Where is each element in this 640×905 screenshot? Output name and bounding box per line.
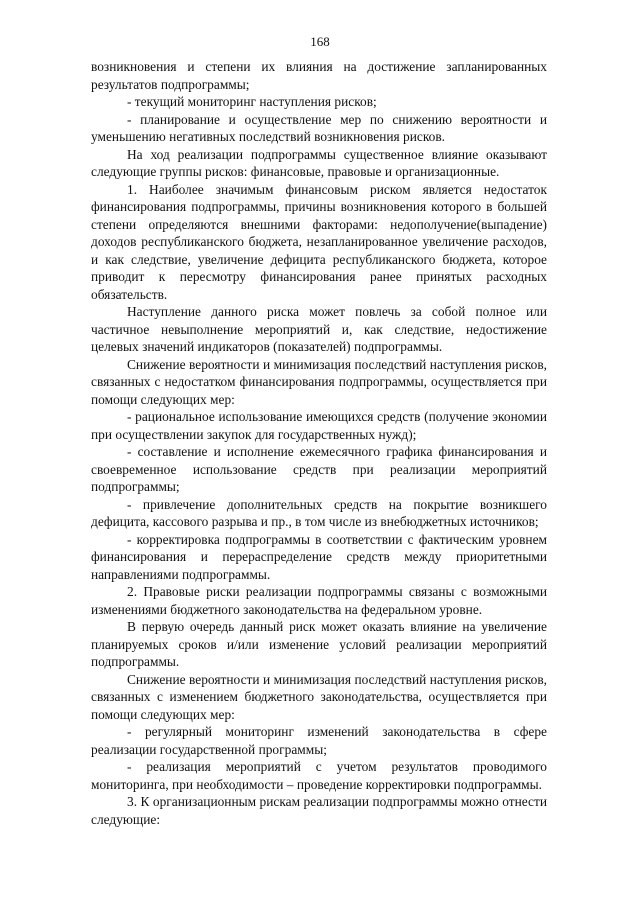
list-item-rational-use-of-funds: - рациональное использование имеющихся средств (получение экономии при осуществлении закупок для государственных нужд); bbox=[91, 409, 547, 442]
paragraph-financial-risk-consequences: Наступление данного риска может повлечь за собой полное или частичное невыполнение мероприятий и, как следствие, недостижение целевых значений индикаторов (показателей) подпрограммы. bbox=[91, 304, 547, 354]
page-number: 168 bbox=[310, 34, 330, 49]
list-item-monitoring-based-implementation: - реализация мероприятий с учетом результатов проводимого мониторинга, при необходимости – проведение корректировки подпрограммы. bbox=[91, 759, 547, 792]
paragraph-financial-risk-measures-intro: Снижение вероятности и минимизация последствий наступления рисков, связанных с недостатком финансирования подпрограммы, осуществляется при помощи следующих мер: bbox=[91, 356, 547, 407]
paragraph-legal-risk-measures-intro: Снижение вероятности и минимизация последствий наступления рисков, связанных с изменением бюджетного законодательства, осуществляется при помощи следующих мер: bbox=[91, 671, 547, 722]
list-item-legislation-monitoring: - регулярный мониторинг изменений законодательства в сфере реализации государственной программы; bbox=[91, 724, 547, 757]
paragraph-legal-risk: 2. Правовые риски реализации подпрограммы связаны с возможными изменениями бюджетного законодательства на федеральном уровне. bbox=[91, 584, 547, 617]
paragraph-risk-groups: На ход реализации подпрограммы существенное влияние оказывают следующие группы рисков: финансовые, правовые и организационные. bbox=[91, 146, 547, 179]
list-item-risk-mitigation-planning: - планирование и осуществление мер по снижению вероятности и уменьшению негативных последствий возникновения рисков. bbox=[91, 111, 547, 144]
paragraph-organizational-risk: 3. К организационным рискам реализации подпрограммы можно отнести следующие: bbox=[91, 794, 547, 827]
paragraph-continuation: возникновения и степени их влияния на достижение запланированных результатов подпрограммы; bbox=[91, 59, 547, 92]
list-item-risk-monitoring: - текущий мониторинг наступления рисков; bbox=[127, 94, 377, 109]
document-body bbox=[91, 58, 547, 828]
paragraph-financial-risk: 1. Наиболее значимым финансовым риском является недостаток финансирования подпрограммы, причины возникновения которого в большей степени определяются внешними факторами: недополучение(выпадение) доходов республиканского бюджета, незапланированное увеличение расходов, и как следствие, увеличение дефицита республиканского бюджета, которое приводит к пересмотру финансирования ранее принятых расходных обязательств. bbox=[91, 181, 547, 302]
list-item-program-adjustment: - корректировка подпрограммы в соответствии с фактическим уровнем финансирования и перераспределение средств между приоритетными направлениями подпрограммы. bbox=[91, 531, 547, 582]
list-item-monthly-financing-schedule: - составление и исполнение ежемесячного графика финансирования и своевременное использование средств при реализации мероприятий подпрограммы; bbox=[91, 444, 547, 494]
list-item-additional-funds: - привлечение дополнительных средств на покрытие возникшего дефицита, кассового разрыва и пр., в том числе из внебюджетных источников; bbox=[91, 496, 547, 529]
paragraph-legal-risk-impact: В первую очередь данный риск может оказать влияние на увеличение планируемых сроков и/или изменение условий реализации мероприятий подпрограммы. bbox=[91, 619, 547, 669]
